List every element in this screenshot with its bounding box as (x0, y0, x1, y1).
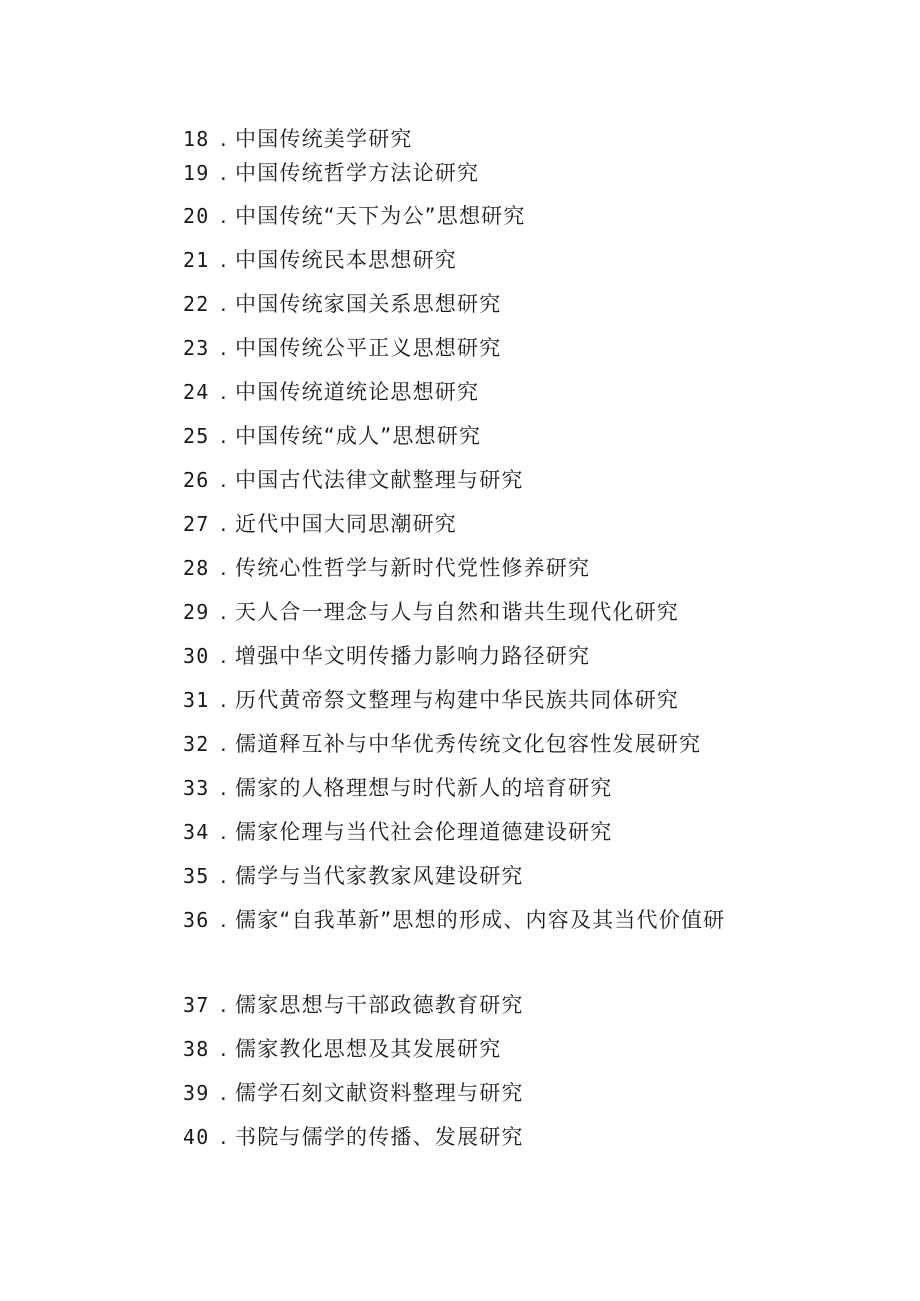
item-number: 20 (183, 204, 210, 228)
item-text: 近代中国大同思潮研究 (235, 512, 457, 536)
item-text: 中国传统民本思想研究 (235, 248, 457, 272)
item-text: 中国传统家国关系思想研究 (235, 292, 502, 316)
list-item (183, 245, 457, 275)
item-separator: . (220, 468, 228, 492)
list-item (183, 289, 501, 319)
item-number: 29 (183, 600, 210, 624)
list-item (183, 509, 457, 539)
item-text: 儒学石刻文献资料整理与研究 (235, 1081, 524, 1105)
list-item (183, 1078, 524, 1108)
item-number: 37 (183, 993, 210, 1017)
item-separator: . (220, 161, 228, 185)
item-separator: . (220, 512, 228, 536)
list-item (183, 861, 524, 891)
list-item (183, 1034, 501, 1064)
item-separator: . (220, 688, 228, 712)
item-number: 34 (183, 820, 210, 844)
item-separator: . (220, 336, 228, 360)
item-number: 24 (183, 380, 210, 404)
item-text: 中国传统哲学方法论研究 (235, 161, 480, 185)
item-text: 中国古代法律文献整理与研究 (235, 468, 524, 492)
item-separator: . (220, 776, 228, 800)
item-text: 天人合一理念与人与自然和谐共生现代化研究 (235, 600, 679, 624)
item-separator: . (220, 127, 228, 151)
list-item (183, 641, 590, 671)
item-number: 35 (183, 864, 210, 888)
item-number: 25 (183, 424, 210, 448)
item-number: 32 (183, 732, 210, 756)
item-number: 23 (183, 336, 210, 360)
item-separator: . (220, 908, 228, 932)
item-number: 28 (183, 556, 210, 580)
item-number: 40 (183, 1125, 210, 1149)
item-number: 22 (183, 292, 210, 316)
list-item (183, 990, 524, 1020)
item-separator: . (220, 424, 228, 448)
item-text: 历代黄帝祭文整理与构建中华民族共同体研究 (235, 688, 679, 712)
item-text: 中国传统“天下为公”思想研究 (235, 204, 526, 228)
item-separator: . (220, 864, 228, 888)
item-text: 儒家教化思想及其发展研究 (235, 1037, 502, 1061)
item-text: 儒学与当代家教家风建设研究 (235, 864, 524, 888)
item-separator: . (220, 993, 228, 1017)
item-text: 增强中华文明传播力影响力路径研究 (235, 644, 591, 668)
item-text: 中国传统公平正义思想研究 (235, 336, 502, 360)
list-item (183, 465, 524, 495)
item-number: 26 (183, 468, 210, 492)
item-separator: . (220, 644, 228, 668)
item-number: 21 (183, 248, 210, 272)
list-item (183, 158, 479, 188)
list-item (183, 124, 413, 154)
item-separator: . (220, 1037, 228, 1061)
item-separator: . (220, 1125, 228, 1149)
list-item (183, 597, 679, 627)
item-text: 儒家思想与干部政德教育研究 (235, 993, 524, 1017)
item-number: 18 (183, 127, 210, 151)
item-text: 中国传统道统论思想研究 (235, 380, 480, 404)
list-item (183, 685, 679, 715)
item-number: 38 (183, 1037, 210, 1061)
item-text: 儒家“自我革新”思想的形成、内容及其当代价值研 (235, 908, 726, 932)
item-text: 儒家的人格理想与时代新人的培育研究 (235, 776, 613, 800)
list-item (183, 905, 725, 935)
list-item (183, 1122, 524, 1152)
list-item (183, 729, 701, 759)
list-item (183, 421, 481, 451)
list-item (183, 201, 526, 231)
item-separator: . (220, 1081, 228, 1105)
item-text: 中国传统美学研究 (235, 127, 413, 151)
item-separator: . (220, 380, 228, 404)
item-number: 31 (183, 688, 210, 712)
list-item (183, 553, 590, 583)
list-item (183, 333, 501, 363)
list-item (183, 773, 612, 803)
item-number: 36 (183, 908, 210, 932)
item-number: 30 (183, 644, 210, 668)
item-separator: . (220, 732, 228, 756)
item-text: 书院与儒学的传播、发展研究 (235, 1125, 524, 1149)
list-item (183, 377, 479, 407)
item-separator: . (220, 600, 228, 624)
item-separator: . (220, 292, 228, 316)
item-number: 27 (183, 512, 210, 536)
item-text: 儒家伦理与当代社会伦理道德建设研究 (235, 820, 613, 844)
item-separator: . (220, 556, 228, 580)
list-item (183, 817, 612, 847)
item-text: 传统心性哲学与新时代党性修养研究 (235, 556, 591, 580)
item-number: 33 (183, 776, 210, 800)
item-separator: . (220, 820, 228, 844)
item-text: 儒道释互补与中华优秀传统文化包容性发展研究 (235, 732, 702, 756)
item-number: 39 (183, 1081, 210, 1105)
item-text: 中国传统“成人”思想研究 (235, 424, 482, 448)
item-separator: . (220, 248, 228, 272)
item-number: 19 (183, 161, 210, 185)
item-separator: . (220, 204, 228, 228)
